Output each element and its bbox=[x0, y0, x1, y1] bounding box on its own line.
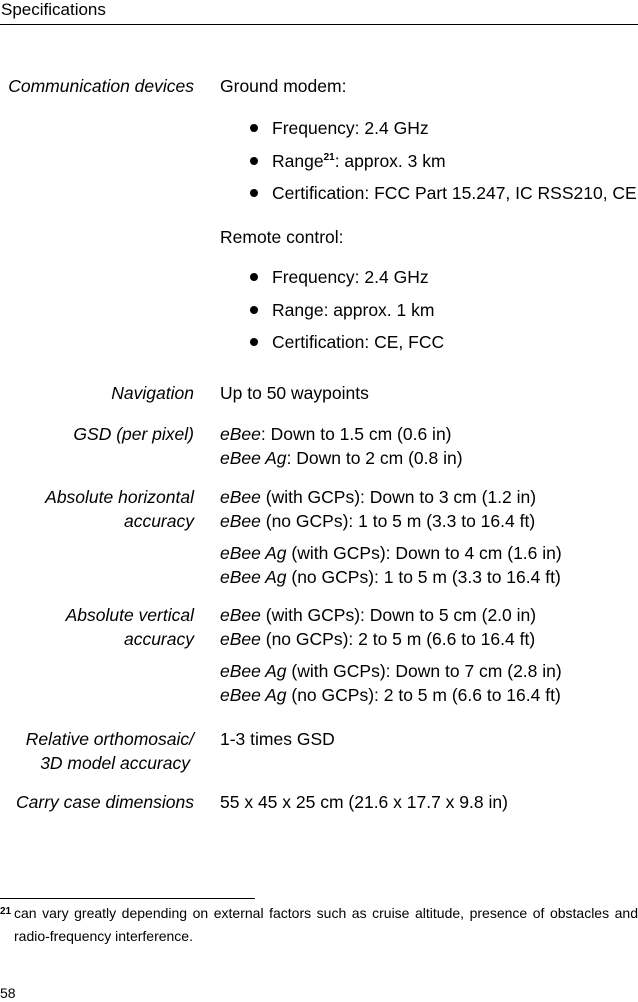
gsd-line-ebee: eBee: Down to 1.5 cm (0.6 in) bbox=[220, 424, 452, 444]
label-horizontal-accuracy-1: Absolute horizontal bbox=[45, 487, 194, 507]
bullet-icon bbox=[250, 157, 258, 165]
remote-control-heading: Remote control: bbox=[220, 227, 344, 247]
remote-certification: Certification: CE, FCC bbox=[272, 332, 445, 352]
page-header-title: Specifications bbox=[1, 0, 106, 19]
vert-line: eBee (with GCPs): Down to 5 cm (2.0 in) bbox=[220, 605, 537, 625]
footnote-text: can vary greatly depending on external factors such as cruise altitude, presence of obstacles and radio-frequency interference. bbox=[14, 905, 638, 944]
horiz-line: eBee (no GCPs): 1 to 5 m (3.3 to 16.4 ft) bbox=[220, 511, 536, 531]
ground-certification: Certification: FCC Part 15.247, IC RSS210, CE bbox=[272, 183, 637, 203]
label-gsd: GSD (per pixel) bbox=[73, 424, 194, 444]
label-vertical-accuracy-1: Absolute vertical bbox=[65, 605, 194, 625]
remote-range: Range: approx. 1 km bbox=[272, 300, 435, 320]
footnote-number: 21 bbox=[0, 906, 12, 917]
navigation-value: Up to 50 waypoints bbox=[220, 383, 369, 403]
bullet-icon bbox=[250, 189, 258, 197]
footnote-ref: 21 bbox=[323, 152, 335, 163]
carry-case-value: 55 x 45 x 25 cm (21.6 x 17.7 x 9.8 in) bbox=[220, 792, 508, 812]
page-header bbox=[0, 0, 638, 25]
bullet-icon bbox=[250, 306, 258, 314]
page-number: 58 bbox=[0, 985, 16, 1001]
label-carry-case: Carry case dimensions bbox=[16, 792, 194, 812]
ground-range: Range$^{21}$: approx. 3 km bbox=[272, 151, 446, 171]
horiz-line: eBee Ag (no GCPs): 1 to 5 m (3.3 to 16.4 ft) bbox=[220, 567, 561, 587]
horiz-line: eBee (with GCPs): Down to 3 cm (1.2 in) bbox=[220, 487, 537, 507]
label-relative-accuracy-1: Relative orthomosaic/ bbox=[25, 729, 194, 749]
horiz-line: eBee Ag (with GCPs): Down to 4 cm (1.6 in) bbox=[220, 543, 562, 563]
ground-frequency: Frequency: 2.4 GHz bbox=[272, 118, 429, 138]
vert-line: eBee Ag (no GCPs): 2 to 5 m (6.6 to 16.4 ft) bbox=[220, 685, 561, 705]
label-navigation: Navigation bbox=[111, 383, 194, 403]
ground-modem-heading: Ground modem: bbox=[220, 76, 347, 96]
remote-frequency: Frequency: 2.4 GHz bbox=[272, 267, 429, 287]
relative-accuracy-value: 1-3 times GSD bbox=[220, 729, 335, 749]
bullet-icon bbox=[250, 124, 258, 132]
vert-line: eBee Ag (with GCPs): Down to 7 cm (2.8 in) bbox=[220, 661, 562, 681]
label-communication-devices: Communication devices bbox=[8, 76, 194, 96]
bullet-icon bbox=[250, 338, 258, 346]
footnote-divider bbox=[0, 898, 255, 899]
gsd-line-ebee-ag: eBee Ag: Down to 2 cm (0.8 in) bbox=[220, 448, 463, 468]
vert-line: eBee (no GCPs): 2 to 5 m (6.6 to 16.4 ft) bbox=[220, 629, 536, 649]
label-vertical-accuracy-2: accuracy bbox=[123, 629, 194, 649]
label-horizontal-accuracy-2: accuracy bbox=[123, 511, 194, 531]
label-relative-accuracy-2: 3D model accuracy bbox=[40, 753, 190, 773]
bullet-icon bbox=[250, 273, 258, 281]
